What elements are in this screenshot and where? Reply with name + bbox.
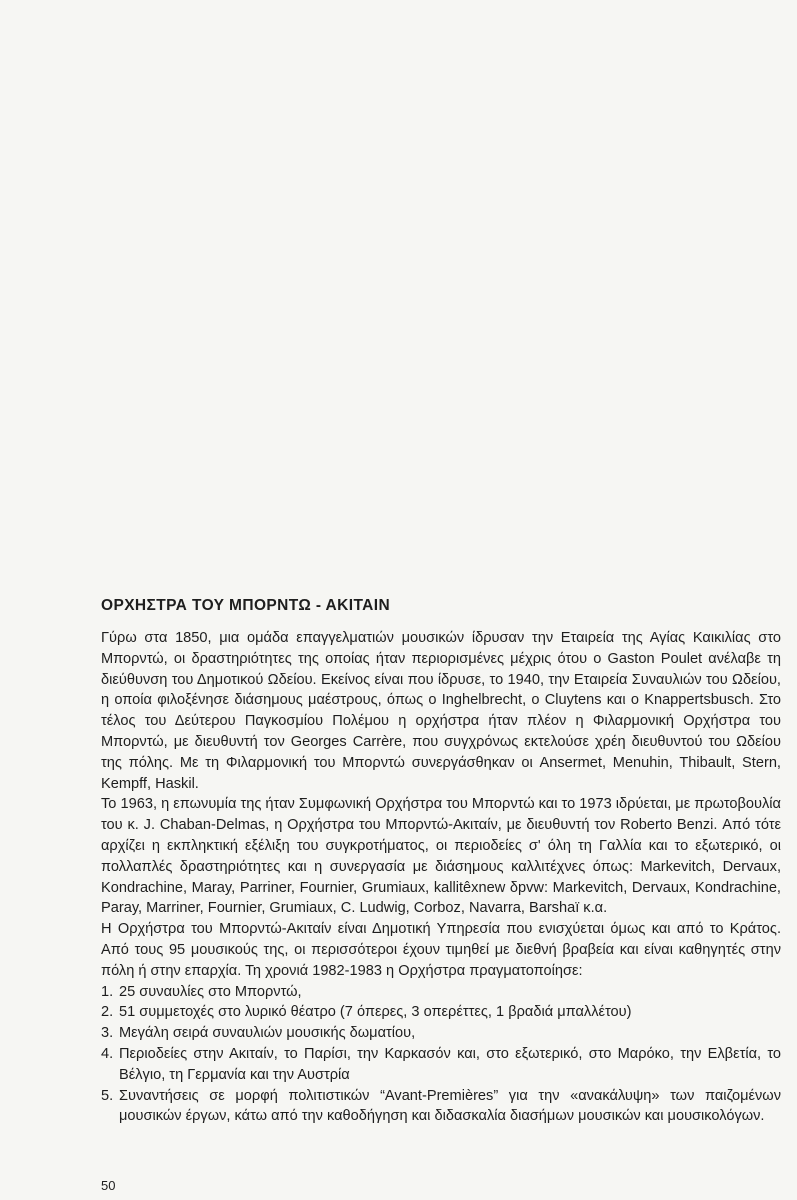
list-item	[101, 982, 781, 1003]
list-item	[101, 1023, 781, 1044]
list-item-text: Συναντήσεις σε μορφή πολιτιστικών “Avant-Premières” για την «ανακάλυψη» των παιζομένων μουσικών έργων, κάτω από την καθοδήγηση και διδασκαλία διασήμων μουσικών και μουσικολόγων.	[119, 1087, 781, 1125]
list-item	[101, 1086, 781, 1128]
article-heading: ΟΡΧΗΣΤΡΑ ΤΟΥ ΜΠΟΡΝΤΩ - ΑΚΙΤΑΙΝ	[101, 597, 391, 614]
activities-list	[101, 982, 781, 1128]
list-item	[101, 1044, 781, 1086]
paragraph-history: Γύρω στα 1850, μια ομάδα επαγγελματιών μουσικών ίδρυσαν την Εταιρεία της Αγίας Καικιλίας στο Μπορντώ, οι δραστηριότητες της οποίας ήταν περιορισμένες μέχρις ότου ο Gaston Poulet ανέλαβε τη διεύθυνση του Δημοτικού Ωδείου. Εκείνος είναι που ίδρυσε, το 1940, την Εταιρεία Συναυλιών του Ωδείου, η οποία φιλοξένησε διάσημους μαέστρους, όπως ο Inghelbrecht, ο Cluytens και ο Knappertsbusch. Στο τέλος του Δεύτερου Παγκοσμίου Πολέμου η ορχήστρα ήταν πλέον η Φιλαρμονική Ορχήστρα του Μπορντώ, με διευθυντή τον Georges Carrère, που συγχρόνως εκτελούσε χρέη διευθυντού του Ωδείου της πόλης. Με τη Φιλαρμονική του Μπορντώ συνεργάσθηκαν οι Ansermet, Menuhin, Thibault, Stern, Kempff, Haskil.	[101, 630, 781, 792]
list-item-number: 1.	[101, 983, 114, 1000]
list-item-number: 5.	[101, 1087, 114, 1104]
list-item-text: 25 συναυλίες στο Μπορντώ,	[119, 983, 302, 1000]
list-item-text: Μεγάλη σειρά συναυλιών μουσικής δωματίου,	[119, 1025, 416, 1042]
article-body	[101, 596, 781, 1127]
list-item-number: 2.	[101, 1004, 114, 1021]
page-number: 50	[101, 1178, 116, 1193]
list-item-number: 4.	[101, 1045, 114, 1062]
list-item-number: 3.	[101, 1025, 114, 1042]
list-item-text: 51 συμμετοχές στο λυρικό θέατρο (7 όπερες, 3 οπερέττες, 1 βραδιά μπαλλέτου)	[119, 1004, 632, 1021]
list-item	[101, 1002, 781, 1023]
paragraph-founding: Το 1963, η επωνυμία της ήταν Συμφωνική Ορχήστρα του Μπορντώ και το 1973 ιδρύεται, με πρωτοβουλία του κ. J. Chaban-Delmas, η Ορχήστρα του Μπορντώ-Ακιταίν, με διευθυντή τον Roberto Benzi. Από τότε αρχίζει η εκπληκτική εξέλιξη του συγκροτήματος, οι περιοδείες σ' όλη τη Γαλλία και το εξωτερικό, οι πολλαπλές δραστηριότητες και η συνεργασία με διάσημους καλλιτέχνες όπως: Markevitch, Dervaux, Kondrachine, Maray, Parriner, Fournier, Grumiaux, kallitêxnew δpvw: Markevitch, Dervaux, Kondrachine, Paray, Marriner, Fournier, Grumiaux, C. Ludwig, Corboz, Navarra, Barshaï κ.α.	[101, 796, 781, 917]
paragraph-activities: Η Ορχήστρα του Μπορντώ-Ακιταίν είναι Δημοτική Υπηρεσία που ενισχύεται όμως και από το Κράτος. Από τους 95 μουσικούς της, οι περισσότεροι έχουν τιμηθεί με διεθνή βραβεία και είναι καθηγητές στην πόλη ή στην επαρχία. Τη χρονιά 1982-1983 η Ορχήστρα πραγματοποίησε:	[101, 921, 781, 979]
list-item-text: Περιοδείες στην Ακιταίν, το Παρίσι, την Καρκασόν και, στο εξωτερικό, στο Μαρόκο, την Ελβετία, το Βέλγιο, τη Γερμανία και την Αυστρία	[119, 1045, 781, 1083]
